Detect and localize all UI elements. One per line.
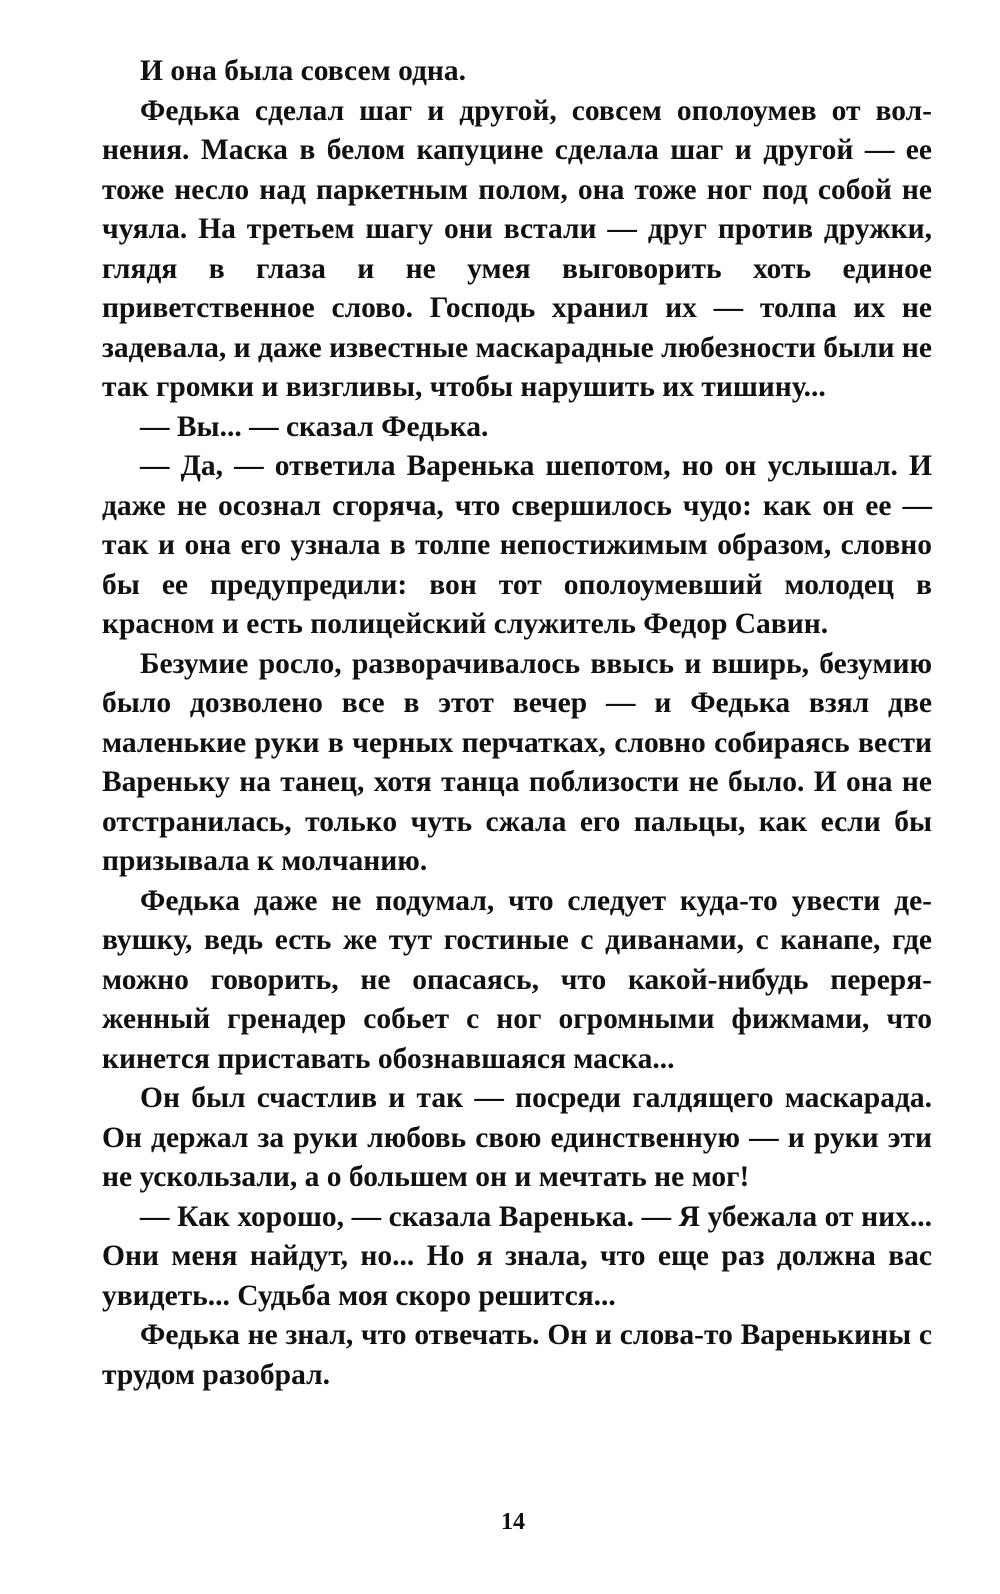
paragraph: — Как хорошо, — сказала Варенька. — Я убежала от них... Они меня найдут, но... Но я знала, что еще раз должна вас увидеть... Судьба моя скоро решится... [102,1200,932,1312]
paragraph: Федька не знал, что отвечать. Он и слова-то Варенькины с трудом разобрал. [102,1319,932,1391]
paragraph: Безумие росло, разворачивалось ввысь и вширь, безумию было дозволено все в этот вечер — и Федька взял две маленькие руки в черных перчатках, словно собираясь вести Вареньку на танец, хотя танца поблизости не было. И она не отстранилась, только чуть сжала его пальцы, как если бы призывала к молчанию. [102,647,932,877]
paragraph: — Да, — ответила Варенька шепотом, но он услышал. И даже не осознал сгоряча, что свершилось чудо: как он ее — так и она его узнала в толпе непостижимым образом, словно бы ее предупредили: вон тот ополоумевший молодец в красном и есть полицейский служитель Федор Савин. [102,450,932,640]
page-number: 14 [501,1509,525,1535]
paragraph: — Вы... — сказал Федька. [140,410,489,443]
paragraph: Федька сделал шаг и другой, совсем ополоумев от волнения. Маска в белом капуцине сделала шаг и другой — ее тоже несло над паркетным полом, она тоже ног под собой не чуяла. На третьем шагу они встали — друг против дружки, глядя в глаза и не умея выговорить хоть единое приветственное слово. Господь хранил их — толпа их не задевала, и даже известные маскарадные любезности были не так громки и визгливы, чтобы нарушить их тишину... [102,94,932,403]
paragraph: И она была совсем одна. [140,55,467,87]
paragraph: Федька даже не подумал, что следует куда-то увести девушку, ведь есть же тут гостиные с диванами, с канапе, где можно говорить, не опасаясь, что какой-нибудь переряженный гренадер собьет с ног огромными фижмами, что кинется приставать обознавшаяся маска... [102,884,932,1075]
paragraph: Он был счастлив и так — посреди галдящего маскарада. Он держал за руки любовь свою единственную — и руки эти не ускользали, а о большем он и мечтать не мог! [102,1082,932,1193]
page-text [102,52,932,1395]
